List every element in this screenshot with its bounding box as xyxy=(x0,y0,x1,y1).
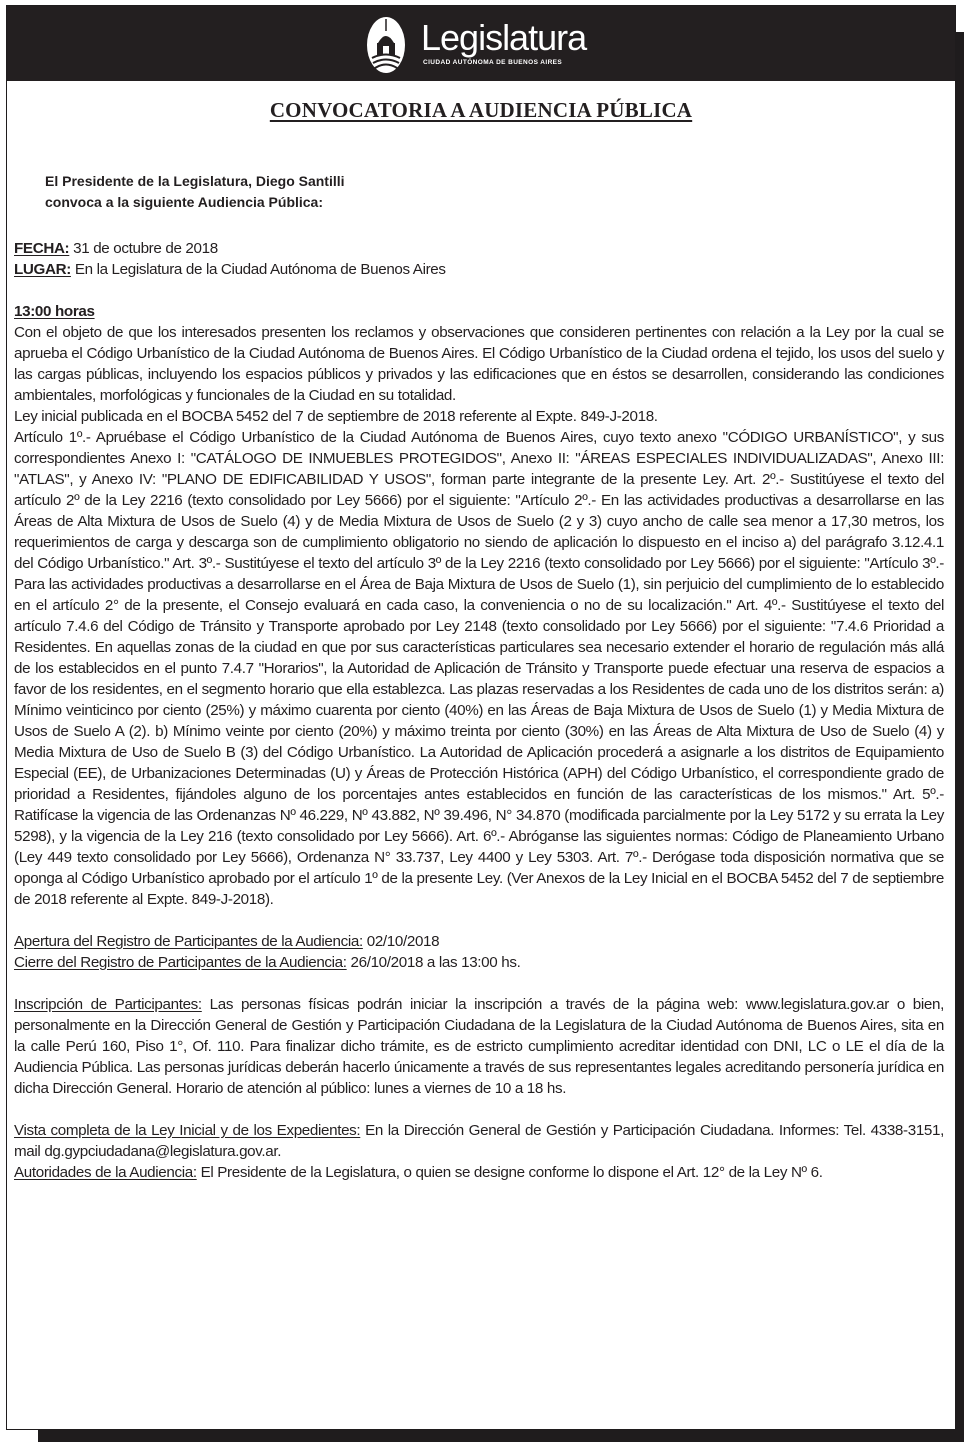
intro-line-1: El Presidente de la Legislatura, Diego Santilli xyxy=(45,173,345,189)
inscripcion-paragraph xyxy=(14,994,944,1099)
apertura-label: Apertura del Registro de Participantes de la Audiencia: xyxy=(14,933,363,950)
vista-text: En la Dirección General de Gestión y Participación Ciudadana. Informes: Tel. 4338-3151, mail dg.gypciudadana@legislatura.gov.ar. xyxy=(14,1122,944,1160)
cierre-value: 26/10/2018 a las 13:00 hs. xyxy=(346,954,521,971)
document-frame xyxy=(6,5,956,1430)
document-body xyxy=(14,238,944,1183)
articulado-paragraph: Artículo 1º.- Apruébase el Código Urbanístico de la Ciudad Autónoma de Buenos Aires, cuyo texto anexo "CÓDIGO URBANÍSTICO", y sus correspondientes Anexo I: "CATÁLOGO DE INMUEBLES PROTEGIDOS", Anexo II: "ÁREAS ESPECIALES INDIVIDUALIZADAS", Anexo III: "ATLAS", y Anexo IV: "PLANO DE EDIFICABILIDAD Y USOS", forman parte integrante de la presente Ley. Art. 2º.- Sustitúyese el texto del artículo 2º de la Ley 2216 (texto consolidado por Ley 5666) por el siguiente: "Artículo 2º.- En las actividades productivas a desarrollarse en las Áreas de Alta Mixtura de Usos de Suelo (4) y de Media Mixtura de Usos de Suelo (2 y 3) cuyo ancho de calle sea menor a 17,30 metros, los requerimientos de carga y descarga son de cumplimiento obligatorio no siendo de aplicación lo dispuesto en el inciso a) del parágrafo 3.12.4.1 del Código Urbanístico." Art. 3º.- Sustitúyese el texto del artículo 3º de la Ley 2216 (texto consolidado por Ley 5666) por el siguiente: "Artículo 3º.- Para las actividades productivas a desarrollarse en el Área de Baja Mixtura de Usos de Suelo (1), sin perjuicio del cumplimiento de lo establecido en el artículo 2° de la presente, el Consejo evaluará en cada caso, la conveniencia o no de su localización." Art. 4º.- Sustitúyese el texto del artículo 7.4.6 del Código de Tránsito y Transporte aprobado por Ley 2148 (texto consolidado por Ley 5666) por el siguiente: "7.4.6 Prioridad a Residentes. En aquellas zonas de la ciudad en que por sus características particulares sea necesario extender el horario de regulación más allá de los establecidos en el punto 7.4.7 "Horarios", la Autoridad de Aplicación de Tránsito y Transporte puede efectuar una reserva de espacios a favor de los residentes, en el segmento horario que ella establezca. Las plazas reservadas a los Residentes de cada uno de los distritos serán: a) Mínimo veinticinco por ciento (25%) y máximo cuarenta por ciento (40%) en las Áreas de Baja Mixtura de Usos de Suelo (1) y Media Mixtura de Usos de Suelo A (2). b) Mínimo veinte por ciento (20%) y máximo treinta por ciento (30%) en las Áreas de Alta Mixtura de Uso de Suelo (4) y Media Mixtura de Uso de Suelo B (3) del Código Urbanístico. La Autoridad de Aplicación procederá a asignarle a los distritos de Equipamiento Especial (EE), de Urbanizaciones Determinadas (U) y Áreas de Protección Histórica (APH) del Código Urbanístico, el correspondiente grado de prioridad a Residentes, fijándoles alguno de los porcentajes antes establecidos en función de las características de los mismos." Art. 5º.- Ratifícase la vigencia de las Ordenanzas Nº 46.229, Nº 43.882, Nº 39.496, N° 34.870 (modificada parcialmente por la Ley 5172 y su errata la Ley 5298), y la vigencia de la Ley 216 (texto consolidado por Ley 5666). Art. 6º.- Abróganse las siguientes normas: Código de Planeamiento Urbano (Ley 449 texto consolidado por Ley 5666), Ordenanza N° 33.737, Ley 4400 y Ley 5303. Art. 7º.- Derógase toda disposición normativa que se oponga al Código Urbanístico aprobado por el artículo 1º de la presente Ley. (Ver Anexos de la Ley Inicial en el BOCBA 5452 del 7 de septiembre de 2018 referente al Expte. 849-J-2018). xyxy=(14,429,944,908)
legislature-dome-icon xyxy=(365,15,407,75)
apertura-value: 02/10/2018 xyxy=(362,933,440,950)
vista-label: Vista completa de la Ley Inicial y de los Expedientes: xyxy=(14,1122,361,1139)
lugar-value: En la Legislatura de la Ciudad Autónoma de Buenos Aires xyxy=(70,261,446,278)
fecha-value: 31 de octubre de 2018 xyxy=(69,240,218,257)
fecha-row xyxy=(14,238,944,259)
logo-subtitle: CIUDAD AUTÓNOMA DE BUENOS AIRES xyxy=(423,59,563,66)
header-band xyxy=(7,6,955,81)
objeto-paragraph: Con el objeto de que los interesados presenten los reclamos y observaciones que consideren pertinentes con relación a la Ley por la cual se aprueba el Código Urbanístico de la Ciudad Autónoma de Buenos Aires. El Código Urbanístico de la Ciudad ordena el tejido, los usos del suelo y las cargas públicas, incluyendo los espacios públicos y privados y las edificaciones que en éstos se desarrollen, considerando las condiciones ambientales, morfológicas y funcionales de la Ciudad en su totalidad. xyxy=(14,324,944,404)
cierre-row xyxy=(14,952,944,973)
legislatura-logo xyxy=(365,15,625,75)
session-time-row xyxy=(14,301,944,322)
lugar-row xyxy=(14,259,944,280)
inscripcion-label: Inscripción de Participantes: xyxy=(14,996,202,1013)
autoridades-label: Autoridades de la Audiencia: xyxy=(14,1164,197,1181)
autoridades-text: El Presidente de la Legislatura, o quien se designe conforme lo dispone el Art. 12° de la Ley Nº 6. xyxy=(196,1164,823,1181)
fecha-label: FECHA: xyxy=(14,240,70,257)
lugar-label: LUGAR: xyxy=(14,261,71,278)
autoridades-paragraph xyxy=(14,1162,944,1183)
page-title-text: CONVOCATORIA A AUDIENCIA PÚBLICA xyxy=(269,98,693,122)
vista-paragraph xyxy=(14,1120,944,1162)
logo-name: Legislatura xyxy=(421,17,587,58)
intro-block xyxy=(45,171,345,213)
session-time-heading: 13:00 horas xyxy=(14,303,95,320)
ley-inicial-paragraph: Ley inicial publicada en el BOCBA 5452 del 7 de septiembre de 2018 referente al Expte. 849-J-2018. xyxy=(14,408,658,425)
page-title xyxy=(7,98,955,123)
cierre-label: Cierre del Registro de Participantes de la Audiencia: xyxy=(14,954,347,971)
intro-line-2: convoca a la siguiente Audiencia Pública: xyxy=(45,194,324,210)
inscripcion-text: Las personas físicas podrán iniciar la inscripción a través de la página web: www.legislatura.gov.ar o bien, personalmente en la Dirección General de Gestión y Participación Ciudadana de la Legislatura de la Ciudad Autónoma de Buenos Aires, sita en la calle Perú 160, Piso 1°, Of. 110. Para finalizar dicho trámite, es de estricto cumplimiento acreditar identidad con DNI, LC o LE el día de la Audiencia Pública. Las personas jurídicas deberán hacerlo únicamente a través de sus representantes legales acreditando personería jurídica en dicha Dirección General. Horario de atención al público: lunes a viernes de 10 a 18 hs. xyxy=(14,996,944,1097)
apertura-row xyxy=(14,931,944,952)
